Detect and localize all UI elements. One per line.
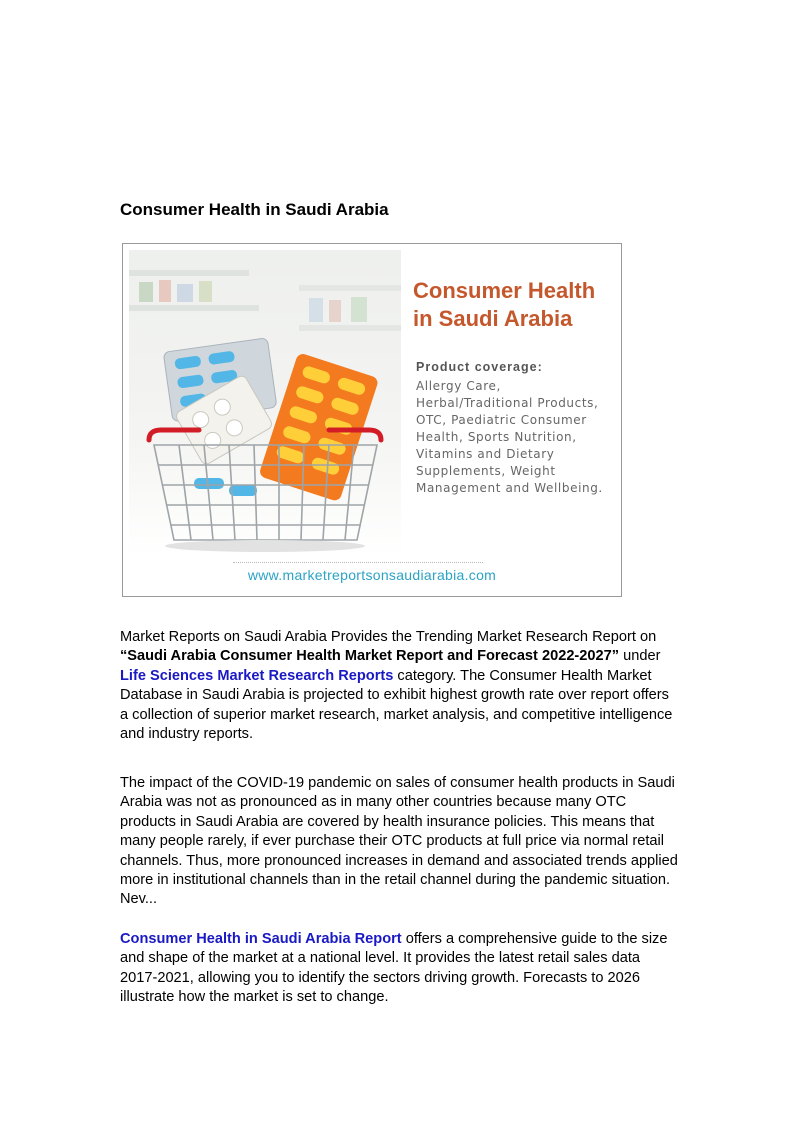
intro-text: Market Reports on Saudi Arabia Provides the Trending Market Research Report on: [120, 629, 657, 645]
banner-url: www.marketreportsonsaudiarabia.com: [247, 567, 497, 583]
covid-impact-paragraph: The impact of the COVID-19 pandemic on sales of consumer health products in Saudi Arabia was not as pronounced as in many other countries because many OTC products in Saudi Arabia are covered by health insurance policies. This means that many people rarely, if ever purchase their OTC products at full price via normal retail channels. Thus, more pronounced increases in demand and associated trends applied more in institutional channels than in the retail channel during the pandemic situation. Nev...: [120, 775, 678, 908]
under-text: under: [619, 648, 661, 665]
intro-rest-text: category. The Consumer Health Market Database in Saudi Arabia is projected to exhibit highest growth rate over report offers a collection of superior market research, market analysis, and competitive intelligence and industry reports.: [120, 667, 673, 743]
banner-heading: Consumer Health in Saudi Arabia: [413, 278, 596, 331]
product-coverage-list: Allergy Care, Herbal/Traditional Products, OTC, Paediatric Consumer Health, Sports Nutrition, Vitamins and Dietary Supplements, Weight Management and Wellbeing.: [416, 379, 603, 495]
report-summary-text: offers a comprehensive guide to the size and shape of the market at a national level. It provides the latest retail sales data 2017-2021, allowing you to identify the sectors driving growth. Forecasts to 2026 illustrate how the market is set to change.: [120, 931, 668, 1006]
basket-illustration: [129, 250, 401, 556]
intro-paragraph: [120, 628, 680, 744]
consumer-health-report-link[interactable]: Consumer Health in Saudi Arabia Report: [120, 931, 402, 947]
banner-divider: [233, 562, 483, 563]
report-summary-paragraph: [120, 930, 680, 1008]
product-coverage-heading: Product coverage:: [416, 360, 543, 374]
document-title: Consumer Health in Saudi Arabia: [120, 200, 389, 219]
shopping-basket-pills-photo: [129, 250, 401, 556]
report-banner-image: [122, 243, 622, 597]
report-name: “Saudi Arabia Consumer Health Market Report and Forecast 2022-2027”: [120, 648, 620, 665]
life-sciences-category-link[interactable]: Life Sciences Market Research Reports: [120, 667, 394, 684]
